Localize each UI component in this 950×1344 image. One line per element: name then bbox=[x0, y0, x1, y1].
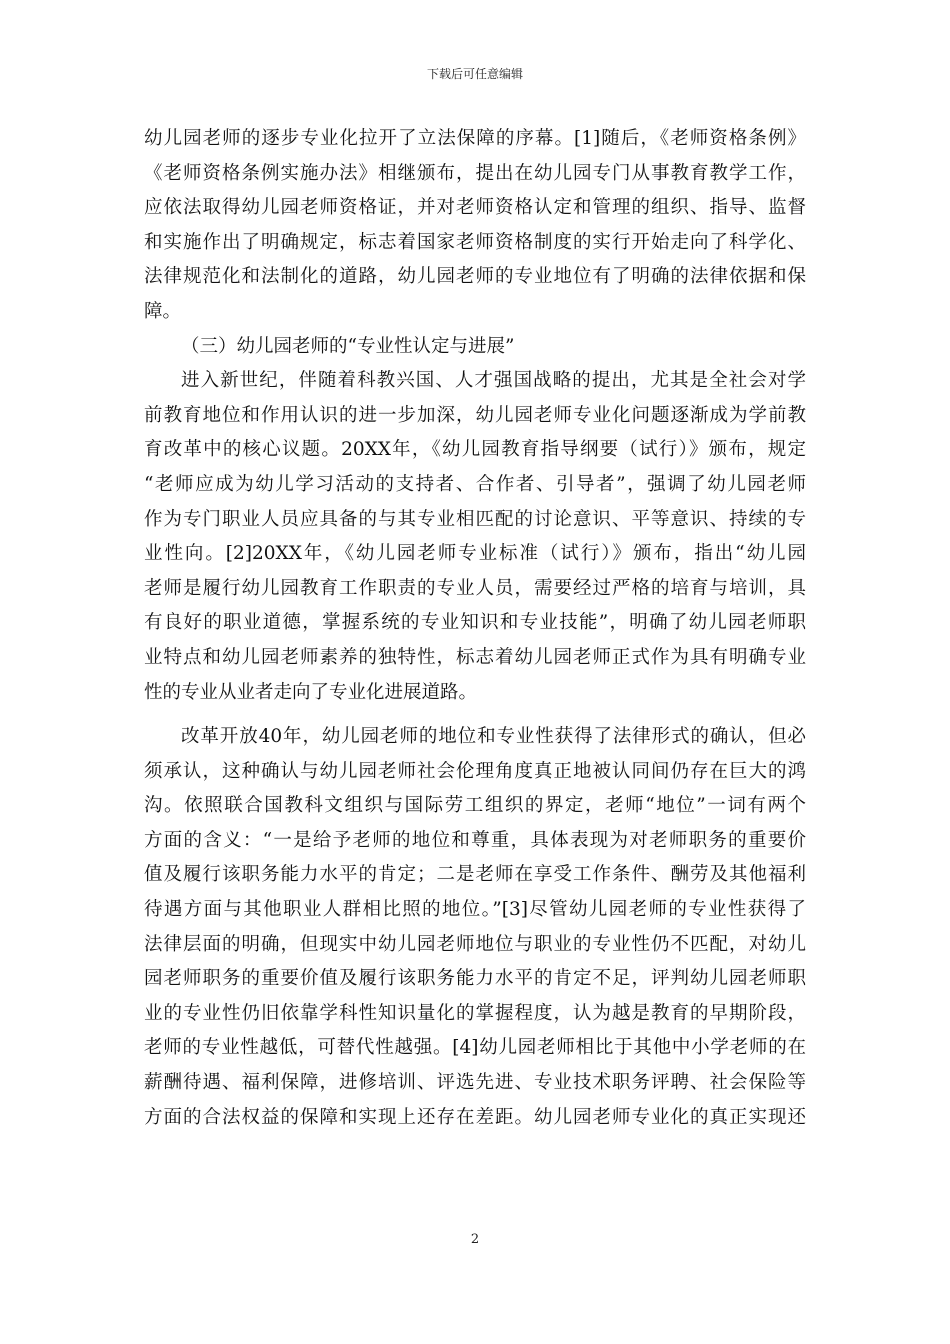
text-line: 老师的专业性越低，可替代性越强。[4]幼儿园老师相比于其他中小学老师的在 bbox=[144, 1037, 806, 1059]
text-line: 沟。依照联合国教科文组织与国际劳工组织的界定，老师“地位”一词有两个 bbox=[144, 795, 806, 817]
paragraph-p1 bbox=[144, 122, 806, 330]
text-line: 作为专门职业人员应具备的与其专业相匹配的讨论意识、平等意识、持续的专 bbox=[144, 508, 806, 530]
paragraph-p2 bbox=[144, 364, 806, 710]
text-line: 业性向。[2]20XX年，《幼儿园老师专业标准（试行）》颁布，指出“幼儿园 bbox=[144, 543, 806, 565]
heading-line: （三）幼儿园老师的“专业性认定与进展” bbox=[181, 335, 515, 357]
text-line: 性的专业从业者走向了专业化进展道路。 bbox=[144, 681, 478, 703]
paragraph-p3 bbox=[144, 720, 806, 1135]
paragraph-gap bbox=[144, 710, 806, 720]
text-line: 改革开放40年，幼儿园老师的地位和专业性获得了法律形式的确认，但必 bbox=[181, 726, 806, 748]
text-line: 有良好的职业道德，掌握系统的专业知识和专业技能”，明确了幼儿园老师职 bbox=[144, 612, 806, 634]
text-line: 进入新世纪，伴随着科教兴国、人才强国战略的提出，尤其是全社会对学 bbox=[181, 370, 806, 392]
text-line: 值及履行该职务能力水平的肯定；二是老师在享受工作条件、酬劳及其他福利 bbox=[144, 864, 806, 886]
text-line: 待遇方面与其他职业人群相比照的地位。”[3]尽管幼儿园老师的专业性获得了 bbox=[144, 899, 806, 921]
text-line: 前教育地位和作用认识的进一步加深，幼儿园老师专业化问题逐渐成为学前教 bbox=[144, 404, 806, 426]
text-line: 业特点和幼儿园老师素养的独特性，标志着幼儿园老师正式作为具有明确专业 bbox=[144, 646, 806, 668]
text-line: 法律规范化和法制化的道路，幼儿园老师的专业地位有了明确的法律依据和保 bbox=[144, 266, 806, 288]
text-line: 方面的合法权益的保障和实现上还存在差距。幼儿园老师专业化的真正实现还 bbox=[144, 1106, 806, 1128]
text-line: 法律层面的明确，但现实中幼儿园老师地位与职业的专业性仍不匹配，对幼儿 bbox=[144, 933, 806, 955]
text-line: 应依法取得幼儿园老师资格证，并对老师资格认定和管理的组织、指导、监督 bbox=[144, 197, 806, 219]
text-line: 园老师职务的重要价值及履行该职务能力水平的肯定不足，评判幼儿园老师职 bbox=[144, 968, 806, 990]
text-line: 业的专业性仍旧依靠学科性知识量化的掌握程度，认为越是教育的早期阶段， bbox=[144, 1002, 806, 1024]
text-line: 薪酬待遇、福利保障，进修培训、评选先进、专业技术职务评聘、社会保险等 bbox=[144, 1072, 806, 1094]
text-line: 须承认，这种确认与幼儿园老师社会伦理角度真正地被认同间仍存在巨大的鸿 bbox=[144, 760, 806, 782]
text-line: 方面的含义：“一是给予老师的地位和尊重，具体表现为对老师职务的重要价 bbox=[144, 829, 806, 851]
page-header: 下载后可任意编辑 bbox=[426, 67, 523, 81]
section-heading bbox=[144, 330, 806, 365]
document-body bbox=[144, 122, 806, 1135]
text-line: “老师应成为幼儿学习活动的支持者、合作者、引导者”，强调了幼儿园老师 bbox=[144, 473, 806, 495]
text-line: 《老师资格条例实施办法》相继颁布，提出在幼儿园专门从事教育教学工作， bbox=[144, 162, 806, 184]
text-line: 老师是履行幼儿园教育工作职责的专业人员，需要经过严格的培育与培训，具 bbox=[144, 577, 806, 599]
text-line: 障。 bbox=[144, 300, 182, 322]
text-line: 和实施作出了明确规定，标志着国家老师资格制度的实行开始走向了科学化、 bbox=[144, 231, 806, 253]
text-line: 育改革中的核心议题。20XX年，《幼儿园教育指导纲要（试行）》颁布，规定 bbox=[144, 439, 806, 461]
page-number: 2 bbox=[470, 1232, 480, 1247]
text-line: 幼儿园老师的逐步专业化拉开了立法保障的序幕。[1]随后，《老师资格条例》 bbox=[144, 128, 806, 149]
